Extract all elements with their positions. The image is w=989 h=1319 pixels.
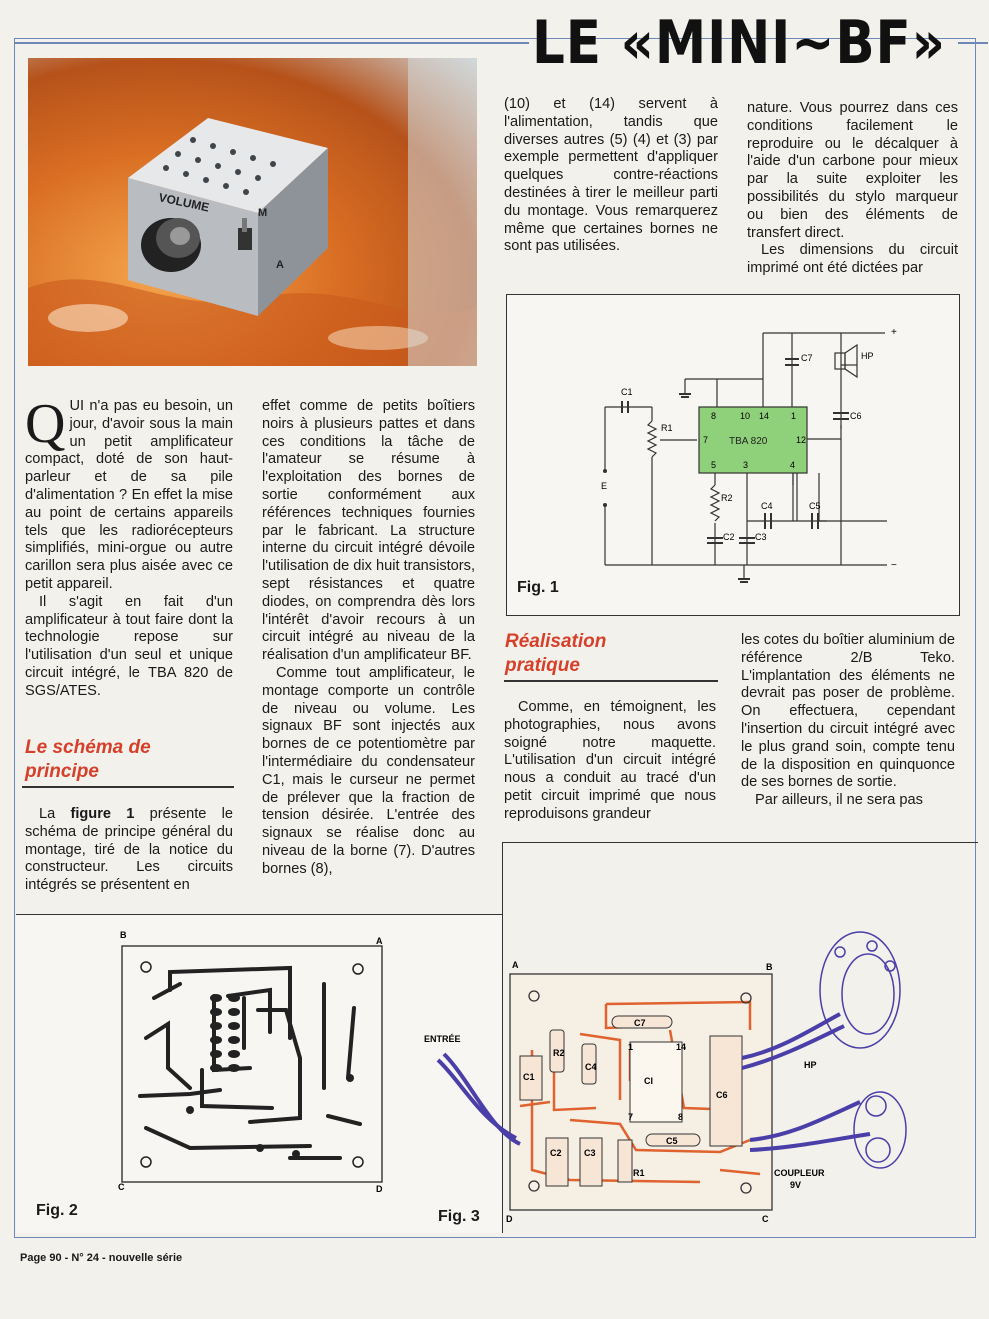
column-3-bottom [504,699,716,824]
ci-label: CI [644,1076,653,1086]
intro-text: UI n'a pas eu besoin, un jour, d'avoir sous la main un petit amplificateur compact, doté de son haut-parleur et de sa pile d'alimentation ? En effet la mise au point de certains appareils tels que les radiorécepteurs simplifiés, mini-orgue ou autre carillon sera plus aisée avec ce petit appareil. [25,398,233,592]
input-e-label: E [601,481,608,491]
pin-14-label: 14 [676,1042,687,1052]
paragraph: Par ailleurs, il ne sera pas [755,792,923,809]
r1-label: R1 [661,423,673,433]
pin-4: 4 [790,460,796,470]
c4-label: C4 [761,501,773,511]
speaker-icon [835,353,845,369]
column-4-bottom [741,632,955,810]
figure-panel-rule [502,842,503,916]
c3-label: C3 [755,532,767,542]
battery-clip-icon [854,1092,906,1168]
column-2 [262,398,475,879]
c6-label: C6 [716,1090,728,1100]
paragraph [25,806,233,895]
r2-label: R2 [721,493,733,503]
corner-d-label: D [376,1184,383,1194]
amplifier-box-illustration [28,58,477,366]
pin-1: 1 [791,411,797,421]
ground-icon [679,393,691,398]
article-title: LE «MINI~BF» [532,8,946,78]
paragraph: Les dimensions du circuit imprimé ont été dictées par [747,242,958,277]
ic-label: TBA 820 [729,436,768,447]
pin-7: 7 [703,435,709,445]
pin-5: 5 [711,460,717,470]
heading-rule [22,786,234,788]
r1-component [618,1140,632,1182]
fig1-label: Fig. 1 [517,579,559,596]
figure-2-pcb-layout [110,928,400,1196]
c3-label: C3 [584,1148,596,1158]
plus-label: + [891,327,897,338]
pin-10: 10 [740,411,751,421]
coupler-label: COUPLEUR [774,1168,825,1178]
c7-label: C7 [634,1018,646,1028]
c6-label: C6 [850,411,862,421]
c2-component [546,1138,568,1186]
pin-7-label: 7 [628,1112,634,1122]
header-rule-right [958,42,988,44]
corner-b-label: B [766,962,773,972]
r2-label: R2 [553,1048,565,1058]
paragraph: (10) et (14) servent à l'alimentation, tandis que diverses autres (5) (4) et (3) par exemple permettent d'appliquer quelques contre-réactions destinées à tirer le meilleur parti du montage. Vous remarquerez même que certaines bornes ne sont pas utilisées. [504,96,718,255]
pin-1-label: 1 [628,1042,634,1052]
pin-3: 3 [743,460,749,470]
c7-label: C7 [801,353,813,363]
pin-8: 8 [711,411,717,421]
pin-8-label: 8 [678,1112,684,1122]
speaker-illustration-icon [820,932,900,1048]
corner-c-label: C [762,1214,769,1224]
c2-label: C2 [723,532,735,542]
heading-rule [504,680,718,682]
dropcap: Q [25,393,66,455]
figure-reference: figure 1 [70,806,135,822]
minus-label: − [891,560,897,571]
paragraph: les cotes du boîtier aluminium de référence 2/B Teko. L'implantation des éléments ne devrait pas poser de problème. On effectuera, cependant l'insertion du circuit intégré avec le plus grand soin, compte tenu de la disposition en quinquonce de ses bornes de sortie. [741,632,955,791]
page-footer: Page 90 - N° 24 - nouvelle série [20,1252,183,1264]
hp-label: HP [861,351,874,361]
corner-a-label: A [512,960,519,970]
paragraph: Comme tout amplificateur, le montage comporte un contrôle de niveau ou volume. Les signaux BF sont injectés aux bornes de ce potentiomètre par l'intermédiaire du condensateur C1, mais le curseur ne permet de prélever que la fraction de tension désirée. L'entrée des signaux se réalise donc au niveau de la borne (7). D'autres bornes (8), [262,664,475,877]
paragraph: Comme, en témoignent, les photographies, nous avons soigné notre maquette. L'utilisation d'un circuit intégré nous a conduit au tracé d'un petit circuit imprimé que nous reproduisons grandeur [504,699,716,822]
column-1-bottom [25,806,233,895]
corner-d-label: D [506,1214,513,1224]
column-4 [747,100,958,278]
fig2-label: Fig. 2 [36,1202,78,1219]
fig3-label: Fig. 3 [438,1208,480,1225]
c5-label: C5 [809,501,821,511]
section-heading-schema: Le schéma de principe [25,737,151,782]
header-rule [14,42,529,44]
c4-label: C4 [585,1062,597,1072]
paragraph: effet comme de petits boîtiers noirs à plusieurs pattes et dans ces conditions la tâche de l'amateur se résume à l'exploitation des bornes de sortie conformément aux références techniques fournies par le fabricant. La structure interne du circuit intégré dévoile l'utilisation de dix huit transistors, sept résistances et quatre diodes, on comprendra dès lors l'intérêt d'avoir recours à un circuit intégré au niveau de la réalisation d'un amplificateur BF. [262,398,475,664]
figure-panel-rule [502,842,978,843]
paragraph: nature. Vous pourrez dans ces conditions facilement le reproduire ou le décalquer à l'aide d'un carbone pour mieux par la suite exploiter les possibilités du stylo marqueur ou bien des éléments de transfert direct. [747,100,958,241]
pin-14: 14 [759,411,770,421]
switch-m-label: M [258,207,268,219]
hp-label: HP [804,1060,817,1070]
section-heading-realisation: Réalisation pratique [505,631,607,676]
ic-component [630,1042,682,1122]
c1-label: C1 [523,1072,535,1082]
corner-b-label: B [120,930,127,940]
paragraph: Il s'agit en fait d'un amplificateur à tout faire dont la technologie repose sur l'utilisation d'un seul et unique circuit intégré, le TBA 820 de SGS/ATES. [25,593,233,699]
corner-c-label: C [118,1182,125,1192]
figure-3-component-layout [420,930,920,1230]
r1-label: R1 [633,1168,645,1178]
input-label: ENTRÉE [424,1034,461,1044]
c2-label: C2 [550,1148,562,1158]
figure-1-schematic [506,294,960,616]
corner-a-label: A [376,936,383,946]
c3-component [580,1138,602,1186]
column-3 [504,96,718,256]
schematic-diagram [507,295,959,615]
amplifier-photo [28,58,477,366]
volume-label: VOLUME [157,190,211,215]
switch-a-label: A [276,259,284,271]
c1-label: C1 [621,387,633,397]
ground-icon [738,578,750,583]
text: présente le schéma de principe général du montage, tiré de la notice du constructeur. Les circuits intégrés se présentent en [25,806,233,894]
c5-label: C5 [666,1136,678,1146]
text: La [39,806,71,822]
pin-12: 12 [796,435,807,445]
intro-paragraph [25,393,233,594]
column-1 [25,393,233,701]
voltage-label: 9V [790,1180,802,1190]
